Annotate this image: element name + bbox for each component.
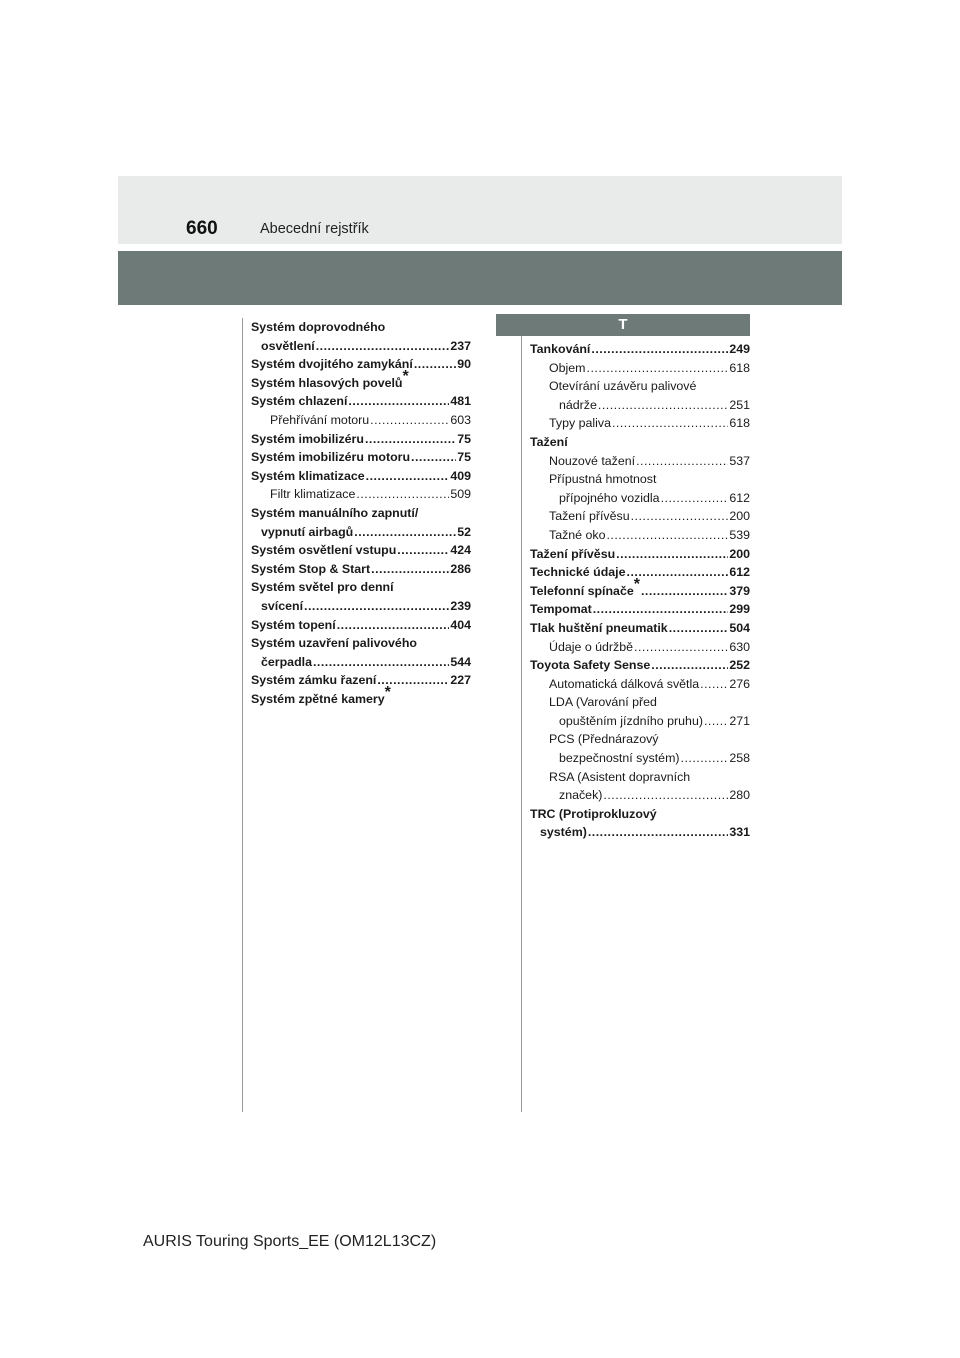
leader-dots (313, 653, 449, 672)
index-entry (530, 638, 750, 657)
index-entry (530, 545, 750, 564)
index-entry (251, 523, 471, 542)
index-entry (251, 318, 471, 337)
index-entry-page: 379 (729, 583, 750, 598)
index-entry-page: 90 (457, 357, 471, 372)
index-entry-page: 280 (729, 788, 750, 803)
index-entry-label: Tažné oko (549, 527, 606, 542)
section-title: Abecední rejstřík (260, 221, 369, 237)
index-entry-label: svícení (261, 598, 304, 613)
index-entry-page: 504 (729, 620, 750, 635)
index-entry-label: Objem (549, 360, 586, 375)
index-entry-page: 200 (729, 509, 750, 524)
index-entry-page: 404 (450, 617, 471, 632)
index-entry (530, 377, 750, 396)
index-entry-label: Tlak huštění pneumatik (530, 620, 668, 635)
index-entry (530, 693, 750, 712)
index-entry-label: Systém osvětlení vstupu (251, 543, 397, 558)
index-entry-page: 237 (450, 338, 471, 353)
index-entry (251, 411, 471, 430)
index-entry-label: Systém dvojitého zamykání (251, 357, 413, 372)
index-entry-label: Otevírání uzávěru palivové (549, 379, 697, 394)
index-entry-label: Typy paliva (549, 416, 611, 431)
index-entry (251, 541, 471, 560)
leader-dots (606, 526, 728, 545)
index-entry (530, 656, 750, 675)
index-entry (251, 653, 471, 672)
index-entry (530, 619, 750, 638)
leader-dots (593, 600, 729, 619)
index-entry-page: 251 (729, 397, 750, 412)
index-entry (530, 396, 750, 415)
leader-dots (661, 489, 729, 508)
index-entry (530, 470, 750, 489)
index-entry-label: Systém uzavření palivového (251, 636, 417, 651)
index-column-right (530, 340, 750, 842)
index-entry-label: RSA (Asistent dopravních (549, 769, 691, 784)
index-entry-page: 630 (729, 639, 750, 654)
index-column-left (251, 318, 471, 708)
index-entry (251, 578, 471, 597)
leader-dots (700, 675, 728, 694)
index-entry: Systém zpětné kamery * (251, 690, 471, 709)
index-entry-page: 539 (729, 527, 750, 542)
leader-dots (414, 355, 456, 374)
index-letter-heading: T (496, 314, 750, 336)
leader-dots (627, 563, 729, 582)
index-entry-page: 509 (450, 487, 471, 502)
leader-dots (636, 452, 728, 471)
index-entry-label: nádrže (559, 397, 597, 412)
index-entry-label: Přehřívání motoru (270, 412, 370, 427)
index-entry (530, 600, 750, 619)
index-entry (251, 616, 471, 635)
leader-dots (370, 411, 449, 430)
index-entry: Telefonní spínače * ..... 379 (530, 582, 750, 601)
index-entry (530, 805, 750, 824)
index-entry-label: Toyota Safety Sense (530, 658, 651, 673)
index-entry (251, 467, 471, 486)
index-entry-label: systém) (540, 825, 587, 840)
index-entry-page: 612 (729, 490, 750, 505)
index-entry-page: 286 (450, 561, 471, 576)
index-entry-label: Tankování (530, 342, 591, 356)
index-entry-page: 612 (729, 565, 750, 580)
leader-dots (704, 712, 728, 731)
index-entry-label: opuštěním jízdního pruhu) (559, 713, 703, 728)
leader-dots (587, 359, 729, 378)
index-entry-label: Systém světel pro denní (251, 580, 394, 595)
index-entry (251, 485, 471, 504)
leader-dots (634, 638, 728, 657)
index-entry (251, 392, 471, 411)
index-entry (251, 448, 471, 467)
index-entry-label: Systém imobilizéru (251, 431, 364, 446)
index-entry-label: bezpečnostní systém) (559, 751, 680, 766)
index-entry-label: Systém topení (251, 617, 336, 632)
leader-dots (366, 467, 450, 486)
index-entry-page: 618 (729, 360, 750, 375)
index-entry-page: 331 (729, 825, 750, 840)
index-entry-label: Údaje o údržbě (549, 639, 634, 654)
index-entry-label: Systém klimatizace (251, 468, 365, 483)
leader-dots (681, 749, 729, 768)
index-entry (530, 730, 750, 749)
index-entry (530, 749, 750, 768)
index-entry (530, 340, 750, 359)
index-entry (530, 489, 750, 508)
index-entry (251, 671, 471, 690)
index-entry-page: 271 (729, 713, 750, 728)
index-entry-label: Tažení přívěsu (549, 509, 630, 524)
left-column-rule (242, 318, 243, 1112)
index-entry-label: Systém zámku řazení (251, 673, 377, 688)
index-entry-page: 544 (450, 654, 471, 669)
leader-dots (356, 485, 449, 504)
index-entry-page: 200 (729, 546, 750, 561)
index-entry (251, 504, 471, 523)
leader-dots (598, 396, 728, 415)
leader-dots (591, 340, 728, 359)
index-entry-label: Filtr klimatizace (270, 487, 356, 502)
index-entry-label: Systém manuálního zapnutí/ (251, 505, 419, 520)
index-entry-label: přípojného vozidla (559, 490, 660, 505)
index-entry-label: PCS (Přednárazový (549, 732, 659, 747)
index-entry-label: Systém hlasových povelů (251, 375, 403, 390)
leader-dots (348, 392, 449, 411)
index-entry-label: LDA (Varování před (549, 695, 657, 710)
leader-dots (304, 597, 449, 616)
leader-dots (669, 619, 729, 638)
leader-dots (612, 414, 728, 433)
index-entry-label: Automatická dálková světla (549, 676, 700, 691)
index-entry-page: 299 (729, 602, 750, 617)
leader-dots (371, 560, 449, 579)
index-entry-page: 618 (729, 416, 750, 431)
index-entry: Systém hlasových povelů * (251, 374, 471, 393)
page-number: 660 (186, 218, 218, 239)
index-entry-page: 75 (457, 431, 471, 446)
index-entry-label: Telefonní spínače (530, 583, 634, 598)
index-entry-label: Přípustná hmotnost (549, 472, 657, 487)
index-entry (251, 430, 471, 449)
index-entry (530, 526, 750, 545)
index-entry-label: Tažení (530, 434, 568, 449)
header-dark-band (118, 251, 842, 305)
index-entry-label: TRC (Protiprokluzový (530, 806, 657, 821)
index-entry (530, 433, 750, 452)
index-entry-label: Nouzové tažení (549, 453, 636, 468)
index-entry (530, 507, 750, 526)
leader-dots (631, 507, 729, 526)
index-entry (251, 355, 471, 374)
index-entry (530, 359, 750, 378)
leader-dots (354, 523, 456, 542)
index-entry-page: 75 (457, 450, 471, 465)
index-entry-label: Tažení přívěsu (530, 546, 616, 561)
index-entry-page: 424 (450, 543, 471, 558)
index-entry-page: 239 (450, 598, 471, 613)
index-entry (530, 563, 750, 582)
index-entry-label: Tempomat (530, 602, 592, 617)
index-entry-label: vypnutí airbagů (261, 524, 354, 539)
index-entry (530, 414, 750, 433)
leader-dots (603, 786, 728, 805)
index-entry (530, 786, 750, 805)
index-entry-page: 276 (729, 676, 750, 691)
leader-dots (337, 616, 450, 635)
index-entry-label: Systém imobilizéru motoru (251, 450, 411, 465)
index-entry-label: značek) (559, 788, 603, 803)
index-entry-page: 252 (729, 658, 750, 673)
leader-dots (641, 582, 728, 601)
index-entry (251, 597, 471, 616)
index-entry (530, 768, 750, 787)
index-entry (530, 712, 750, 731)
index-entry-label: Systém zpětné kamery (251, 691, 385, 706)
index-entry-label: Systém chlazení (251, 394, 348, 409)
index-entry (530, 675, 750, 694)
index-entry-page: 249 (729, 342, 750, 356)
index-entry-label: Systém Stop & Start (251, 561, 371, 576)
index-entry-label: Systém doprovodného (251, 320, 386, 334)
index-entry (251, 560, 471, 579)
index-entry-page: 258 (729, 751, 750, 766)
index-entry-page: 52 (457, 524, 471, 539)
index-entry-page: 409 (450, 468, 471, 483)
header-band (118, 176, 842, 244)
leader-dots (397, 541, 449, 560)
index-entry (530, 452, 750, 471)
index-entry (530, 823, 750, 842)
index-entry-label: čerpadla (261, 654, 312, 669)
index-entry-label: Technické údaje (530, 565, 626, 580)
index-entry (251, 634, 471, 653)
leader-dots (616, 545, 728, 564)
leader-dots (411, 448, 456, 467)
leader-dots (588, 823, 728, 842)
leader-dots (651, 656, 728, 675)
index-entry-page: 603 (450, 412, 471, 427)
leader-dots (316, 337, 450, 356)
index-entry (251, 337, 471, 356)
right-column-rule (521, 318, 522, 1112)
index-entry-label: osvětlení (261, 338, 315, 353)
footer-model: AURIS Touring Sports_EE (OM12L13CZ) (143, 1233, 437, 1250)
leader-dots (365, 430, 456, 449)
index-entry-page: 481 (450, 394, 471, 409)
index-entry-page: 537 (729, 453, 750, 468)
index-entry-page: 227 (450, 673, 471, 688)
